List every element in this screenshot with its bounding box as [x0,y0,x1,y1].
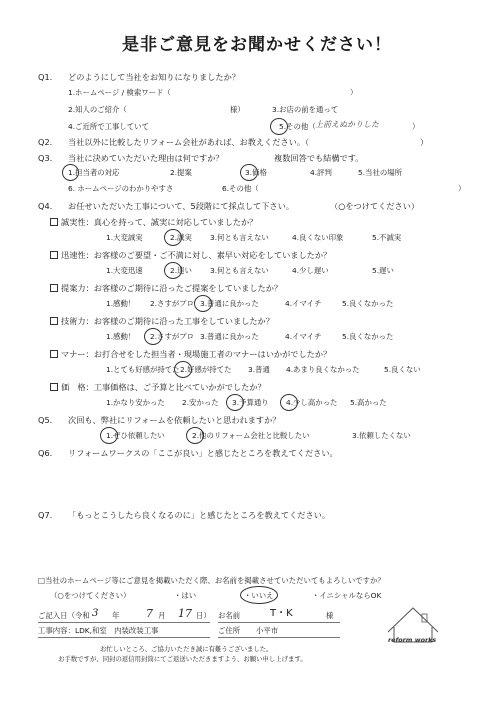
consent-note: （○をつけてください） [50,591,131,600]
q4-item-6-opt-4: 4.少し高かった [286,398,338,407]
checkbox-icon [50,251,58,259]
q4-item-2-opt-3: 3.何とも言えない [210,266,269,275]
logo-text: reform works [388,636,437,644]
q4-item-2-opt-1: 1.大変迅速 [106,266,143,275]
answer-circle [186,427,204,444]
q4-item-2-opt-4: 4.少し遅い [292,266,329,275]
checkbox-icon [50,284,58,292]
q4-item-4-opt-2: 2.さすがプロ [150,332,195,341]
checkbox-icon [50,350,58,358]
consent-yes: ・はい [174,591,197,600]
q1-option-4: 4.ご近所で工事していて [68,122,149,131]
q3-number: Q3. [38,153,53,163]
name-value: T・K [270,608,293,619]
q1-option-2-sama: 様） [230,105,245,114]
q3-option-other-close: ） [458,184,466,193]
q4-item-2-text: 迅速性：お客様のご要望・ご不満に対し、素早い対応をしていましたか？ [61,250,332,260]
consent-text: □当社のホームページ等にご意見を掲載いただく際、お名前を掲載させていただいてもよろしいですか？ [38,576,385,585]
q3-text: 当社に決めていただいた理由は何ですか？ [68,153,224,163]
name-label: お名前 [218,611,241,620]
q4-note: （○をつけてください） [330,201,420,211]
q4-item-3-opt-2: 2.さすがプロ [150,299,195,308]
q4-item-3-opt-1: 1.感動！ [106,299,136,308]
q3-option-2: 2.提案 [170,168,192,177]
q4-item-1-opt-2: 2.誠実 [170,233,192,242]
q4-item-1-opt-3: 3.何とも言えない [210,233,269,242]
q4-item-6-text: 価 格：工事価格は、ご予算と比べていかがでしたか？ [61,382,266,392]
date-day-unit: 日） [196,611,211,620]
q5-option-3: 3.依頼したくない [352,431,411,440]
q4-item-6-opt-2: 2.安かった [182,398,219,407]
work-underline [38,637,210,638]
date-underline [38,622,210,623]
q4-item-5-opt-5: 5.良くない [384,365,421,374]
q4-item-3-text: 提案力：お客様のご期待に沿ったご提案をしていましたか？ [61,283,283,293]
q4-item-2-opt-2: 2.速い [170,266,192,275]
q4-item-5-opt-4: 4.あまり良くなかった [286,365,360,374]
thanks-line-1: お忙しいところ、ご協力いただき誠に有難うございました。 [100,645,273,653]
q4-item-question [50,383,266,391]
answer-circle [164,229,182,246]
answer-circle [100,427,118,444]
address-label: ご住所 [218,626,241,635]
q4-item-question [50,251,331,259]
q4-item-1-opt-1: 1.大変誠実 [106,233,143,242]
q3-option-5: 5.当社の場所 [358,168,403,177]
checkbox-icon [50,317,58,325]
q4-item-question [50,350,331,358]
name-suffix: 様 [326,611,334,620]
address-underline [218,637,340,638]
q4-item-3-opt-3: 3.普通に良かった [200,299,259,308]
q2-close: ） [420,137,429,147]
q4-item-5-text: マナー：お打合せをした担当者・現場施工者のマナーはいかがでしたか？ [61,349,332,359]
q5-option-2: 2.他のリフォーム会社と比較したい [192,431,310,440]
q4-item-1-text: 誠実性：真心を持って、誠実に対応していましたか？ [61,217,258,227]
date-month: 7 [146,607,153,620]
address-value: 小平市 [256,626,279,635]
q4-item-5-opt-2: 2.好感が持てた [180,365,232,374]
q1-option-5: 5.その他（ [279,122,316,131]
answer-circle [62,164,79,181]
q4-item-2-opt-5: 5.遅い [372,266,394,275]
q2-text: 当社以外に比較したリフォーム会社があれば、お教えください。（ [68,137,310,147]
answer-circle [164,262,182,279]
name-underline [218,622,340,623]
q1-text: どのようにして当社をお知りになりましたか？ [68,72,240,82]
date-day: 17 [178,607,192,620]
q1-option-2: 2.知人のご紹介（ [68,105,127,114]
q4-item-6-opt-5: 5.高かった [350,398,387,407]
q4-item-question [50,317,274,325]
q4-item-4-opt-1: 1.感動！ [106,332,136,341]
q3-option-3: 3.価格 [245,168,267,177]
answer-circle [144,328,162,345]
q3-option-6: 6. ホームページのわかりやすさ [68,184,174,193]
q4-item-question [50,284,282,292]
q1-option-1: 1.ホームページ / 検索ワード（ [68,88,171,97]
q6-text: リフォームワークスの「ここが良い」と感じたところを教えてください。 [68,448,338,458]
answer-circle [240,164,258,181]
answer-circle [194,295,212,312]
work-content: 工事内容：LDK,和室 内装改装工事 [38,626,159,635]
q4-item-4-text: 技術力：お客様のご期待に沿った工事をしていましたか？ [61,316,274,326]
q1-option-5-handwritten: 上前えぬかりした [315,120,379,129]
reform-works-logo [378,602,448,650]
q3-option-4: 4.評判 [310,168,332,177]
q4-number: Q4. [38,201,53,211]
thanks-line-2: お手数ですが、同封の返信用封筒にてご返送いただきますよう、お願い申し上げます。 [58,655,307,663]
q2-number: Q2. [38,137,53,147]
q4-item-1-opt-4: 4.良くない印象 [292,233,344,242]
q7-text: 「もっとこうしたら良くなるのに」と感じたところを教えてください。 [68,510,331,520]
q4-item-5-opt-1: 1.とても好感が持てた [106,365,180,374]
checkbox-icon [50,383,58,391]
q5-text: 次回も、弊社にリフォームを依頼したいと思われますか？ [68,415,281,425]
q4-item-6-opt-1: 1.かなり安かった [106,398,165,407]
consent-no: ・いいえ [244,591,274,600]
q1-option-5-close: ） [412,122,420,131]
q5-option-1: 1.ぜひ依頼したい [106,431,165,440]
q3-note: 複数回答でも結構です。 [274,153,364,163]
checkbox-icon [50,218,58,226]
q4-item-6-opt-3: 3.予算通り [232,398,269,407]
q4-item-question [50,218,257,226]
date-year: 3 [92,608,99,619]
date-label: ご記入日（令和 [38,611,90,620]
q4-item-3-opt-4: 4.イマイチ [285,299,322,308]
q4-item-4-opt-4: 4.イマイチ [285,332,322,341]
consent-initial: ・イニシャルならOK [312,591,382,600]
answer-circle [240,586,278,604]
date-year-unit: 年 [112,611,120,620]
q3-option-1: 1.担当者の対応 [68,168,120,177]
q1-option-1-close: ） [350,88,358,97]
q3-option-other: 6.その他（ [222,184,259,193]
q1-number: Q1. [38,72,53,82]
answer-circle [270,118,288,135]
q5-number: Q5. [38,415,53,425]
q4-item-4-opt-5: 5.良くなかった [342,332,394,341]
q4-item-4-opt-3: 3.普通に良かった [200,332,259,341]
answer-circle [280,394,298,411]
q4-text: お任せいただいた工事について、5段階にて採点して下さい。 [68,201,294,211]
q4-item-1-opt-5: 5.不誠実 [372,233,402,242]
q6-number: Q6. [38,448,53,458]
q1-option-3: 3.お店の前を通って [272,105,339,114]
q4-item-5-opt-3: 3.普通 [248,365,270,374]
q7-number: Q7. [38,510,53,520]
q4-item-3-opt-5: 5.良くなかった [342,299,394,308]
date-month-unit: 月 [158,611,166,620]
page-title: 是非ご意見をお聞かせください！ [122,35,392,55]
answer-circle [174,361,192,378]
answer-circle [226,394,244,411]
